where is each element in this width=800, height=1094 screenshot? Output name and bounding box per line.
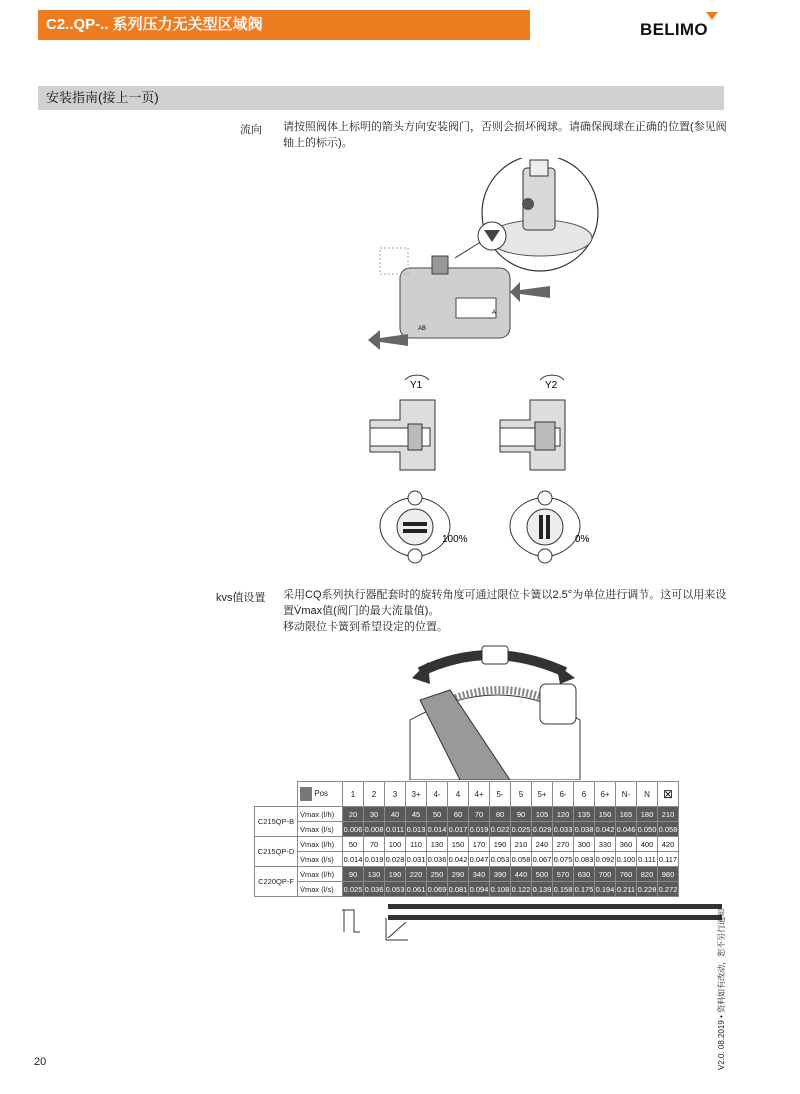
value-cell: 0.069 — [427, 882, 448, 897]
value-cell: 820 — [637, 867, 658, 882]
value-cell: 0.053 — [385, 882, 406, 897]
value-cell: 130 — [427, 837, 448, 852]
value-cell: 80 — [490, 807, 511, 822]
value-cell: 0.122 — [511, 882, 532, 897]
value-cell: 0.036 — [427, 852, 448, 867]
value-cell: 150 — [595, 807, 616, 822]
value-cell: 420 — [658, 837, 679, 852]
value-cell: 0.272 — [658, 882, 679, 897]
column-header: 3 — [385, 782, 406, 807]
column-header: 6+ — [595, 782, 616, 807]
value-cell: 0.158 — [553, 882, 574, 897]
value-cell: 0.047 — [469, 852, 490, 867]
value-cell: 30 — [364, 807, 385, 822]
value-cell: 135 — [574, 807, 595, 822]
value-cell: 360 — [616, 837, 637, 852]
value-cell: 110 — [406, 837, 427, 852]
flow-label: 流向 — [240, 124, 262, 136]
value-cell: 190 — [490, 837, 511, 852]
column-header: N — [637, 782, 658, 807]
version-note: V2.0. 08.2019 • 资料如有改动，恕不另行通知 — [717, 908, 726, 1070]
kvs-text-2: 置V̇max值(阀门的最大流量值)。 — [283, 605, 440, 617]
table-row — [255, 822, 679, 837]
value-cell: 0.139 — [532, 882, 553, 897]
column-header: 2 — [364, 782, 385, 807]
value-cell: 0.228 — [637, 882, 658, 897]
flange-indicators — [370, 486, 610, 576]
pos-cell — [298, 782, 343, 807]
table-row — [255, 852, 679, 867]
table-row — [255, 882, 679, 897]
page-number: 20 — [34, 1056, 47, 1068]
characteristic-bars — [340, 902, 725, 942]
value-cell: 0.046 — [616, 822, 637, 837]
table-row — [255, 837, 679, 852]
value-cell: 150 — [448, 837, 469, 852]
value-cell: 40 — [385, 807, 406, 822]
column-header: N- — [616, 782, 637, 807]
section-title: 安装指南(接上一页) — [46, 90, 159, 105]
value-cell: 0.014 — [343, 852, 364, 867]
value-cell: 90 — [343, 867, 364, 882]
kvs-text-3: 移动限位卡簧到希望设定的位置。 — [283, 621, 448, 633]
value-cell: 0.025 — [511, 822, 532, 837]
value-cell: 0.042 — [448, 852, 469, 867]
value-cell: 500 — [532, 867, 553, 882]
value-cell: 0.211 — [616, 882, 637, 897]
value-cell: 50 — [427, 807, 448, 822]
value-cell: 220 — [406, 867, 427, 882]
column-header: 1 — [343, 782, 364, 807]
belimo-logo — [640, 10, 726, 40]
value-cell: 170 — [469, 837, 490, 852]
value-cell: 0.081 — [448, 882, 469, 897]
value-cell: 180 — [637, 807, 658, 822]
value-cell: 70 — [364, 837, 385, 852]
unit-cell: V̇max (l/h) — [298, 837, 343, 852]
unit-cell: V̇max (l/h) — [298, 807, 343, 822]
logo-text: BELIMO — [640, 20, 708, 39]
value-cell: 0.092 — [595, 852, 616, 867]
value-cell: 400 — [637, 837, 658, 852]
value-cell: 300 — [574, 837, 595, 852]
y1-label: Y1 — [410, 380, 423, 391]
value-cell: 60 — [448, 807, 469, 822]
value-cell: 330 — [595, 837, 616, 852]
value-cell: 0.050 — [637, 822, 658, 837]
value-cell: 0.094 — [469, 882, 490, 897]
value-cell: 0.061 — [406, 882, 427, 897]
value-cell: 190 — [385, 867, 406, 882]
ball-position-sections — [360, 372, 620, 472]
kvs-text-1: 采用CQ系列执行器配套时的旋转角度可通过限位卡簧以2.5°为单位进行调节。这可以用来设 — [283, 589, 727, 601]
value-cell: 570 — [553, 867, 574, 882]
value-cell: 630 — [574, 867, 595, 882]
value-cell: 390 — [490, 867, 511, 882]
value-cell: 0.067 — [532, 852, 553, 867]
value-cell: 50 — [343, 837, 364, 852]
value-cell: 0.025 — [343, 882, 364, 897]
value-cell: 165 — [616, 807, 637, 822]
logo-mark-icon — [640, 10, 726, 40]
flow-text-2: 轴上的标示)。 — [283, 137, 353, 149]
port-ab-label: AB — [418, 326, 427, 332]
value-cell: 0.108 — [490, 882, 511, 897]
column-header: 3+ — [406, 782, 427, 807]
pct-0-label: 0% — [575, 534, 590, 545]
value-cell: 340 — [469, 867, 490, 882]
model-cell: C220QP-F — [255, 867, 298, 897]
value-cell: 105 — [532, 807, 553, 822]
column-header: 6 — [574, 782, 595, 807]
value-cell: 210 — [511, 837, 532, 852]
header-bar — [38, 10, 530, 40]
value-cell: 0.033 — [553, 822, 574, 837]
value-cell: 130 — [364, 867, 385, 882]
value-cell: 0.194 — [595, 882, 616, 897]
column-header: 4+ — [469, 782, 490, 807]
value-cell: 0.083 — [574, 852, 595, 867]
vmax-table — [254, 781, 679, 897]
value-cell: 0.029 — [532, 822, 553, 837]
closed-symbol-icon: ⊠ — [658, 782, 679, 807]
value-cell: 210 — [658, 807, 679, 822]
table-row — [255, 807, 679, 822]
y2-label: Y2 — [545, 380, 558, 391]
value-cell: 0.011 — [385, 822, 406, 837]
value-cell: 20 — [343, 807, 364, 822]
value-cell: 0.013 — [406, 822, 427, 837]
value-cell: 100 — [385, 837, 406, 852]
value-cell: 0.175 — [574, 882, 595, 897]
section-header — [38, 86, 724, 110]
value-cell: 240 — [532, 837, 553, 852]
actuator-icon — [300, 787, 312, 801]
value-cell: 760 — [616, 867, 637, 882]
value-cell: 0.019 — [364, 852, 385, 867]
value-cell: 0.008 — [364, 822, 385, 837]
value-cell: 0.058 — [511, 852, 532, 867]
value-cell: 270 — [553, 837, 574, 852]
value-cell: 0.006 — [343, 822, 364, 837]
unit-cell: V̇max (l/h) — [298, 867, 343, 882]
value-cell: 250 — [427, 867, 448, 882]
value-cell: 0.053 — [490, 852, 511, 867]
value-cell: 70 — [469, 807, 490, 822]
doc-title: C2..QP-.. 系列压力无关型区域阀 — [46, 16, 263, 33]
unit-cell: V̇max (l/s) — [298, 822, 343, 837]
value-cell: 0.014 — [427, 822, 448, 837]
value-cell: 0.075 — [553, 852, 574, 867]
column-header: 6- — [553, 782, 574, 807]
port-a-label: A — [492, 310, 497, 316]
value-cell: 0.031 — [406, 852, 427, 867]
value-cell: 0.036 — [364, 882, 385, 897]
column-header: 5- — [490, 782, 511, 807]
model-cell: C215QP-D — [255, 837, 298, 867]
kvs-label: kvs值设置 — [216, 592, 266, 604]
value-cell: 290 — [448, 867, 469, 882]
valve-flow-illustration — [360, 158, 610, 368]
unit-cell: V̇max (l/s) — [298, 852, 343, 867]
value-cell: 980 — [658, 867, 679, 882]
value-cell: 45 — [406, 807, 427, 822]
value-cell: 0.019 — [469, 822, 490, 837]
column-header: 5 — [511, 782, 532, 807]
table-row — [255, 867, 679, 882]
value-cell: 0.111 — [637, 852, 658, 867]
unit-cell: V̇max (l/s) — [298, 882, 343, 897]
blank-cell — [255, 782, 298, 807]
value-cell: 0.022 — [490, 822, 511, 837]
value-cell: 0.058 — [658, 822, 679, 837]
value-cell: 120 — [553, 807, 574, 822]
value-cell: 440 — [511, 867, 532, 882]
pos-label: Pos — [314, 789, 329, 799]
model-cell: C215QP-B — [255, 807, 298, 837]
pct-100-label: 100% — [442, 534, 468, 545]
column-header: 4- — [427, 782, 448, 807]
value-cell: 700 — [595, 867, 616, 882]
value-cell: 90 — [511, 807, 532, 822]
value-cell: 0.028 — [385, 852, 406, 867]
flow-text-1: 请按照阀体上标明的箭头方向安装阀门，否则会损坏阀球。请确保阀球在正确的位置(参见阀 — [283, 121, 727, 133]
limit-clip-illustration — [390, 640, 610, 780]
value-cell: 0.017 — [448, 822, 469, 837]
value-cell: 0.117 — [658, 852, 679, 867]
value-cell: 0.100 — [616, 852, 637, 867]
value-cell: 0.038 — [574, 822, 595, 837]
column-header: 5+ — [532, 782, 553, 807]
column-header: 4 — [448, 782, 469, 807]
value-cell: 0.042 — [595, 822, 616, 837]
